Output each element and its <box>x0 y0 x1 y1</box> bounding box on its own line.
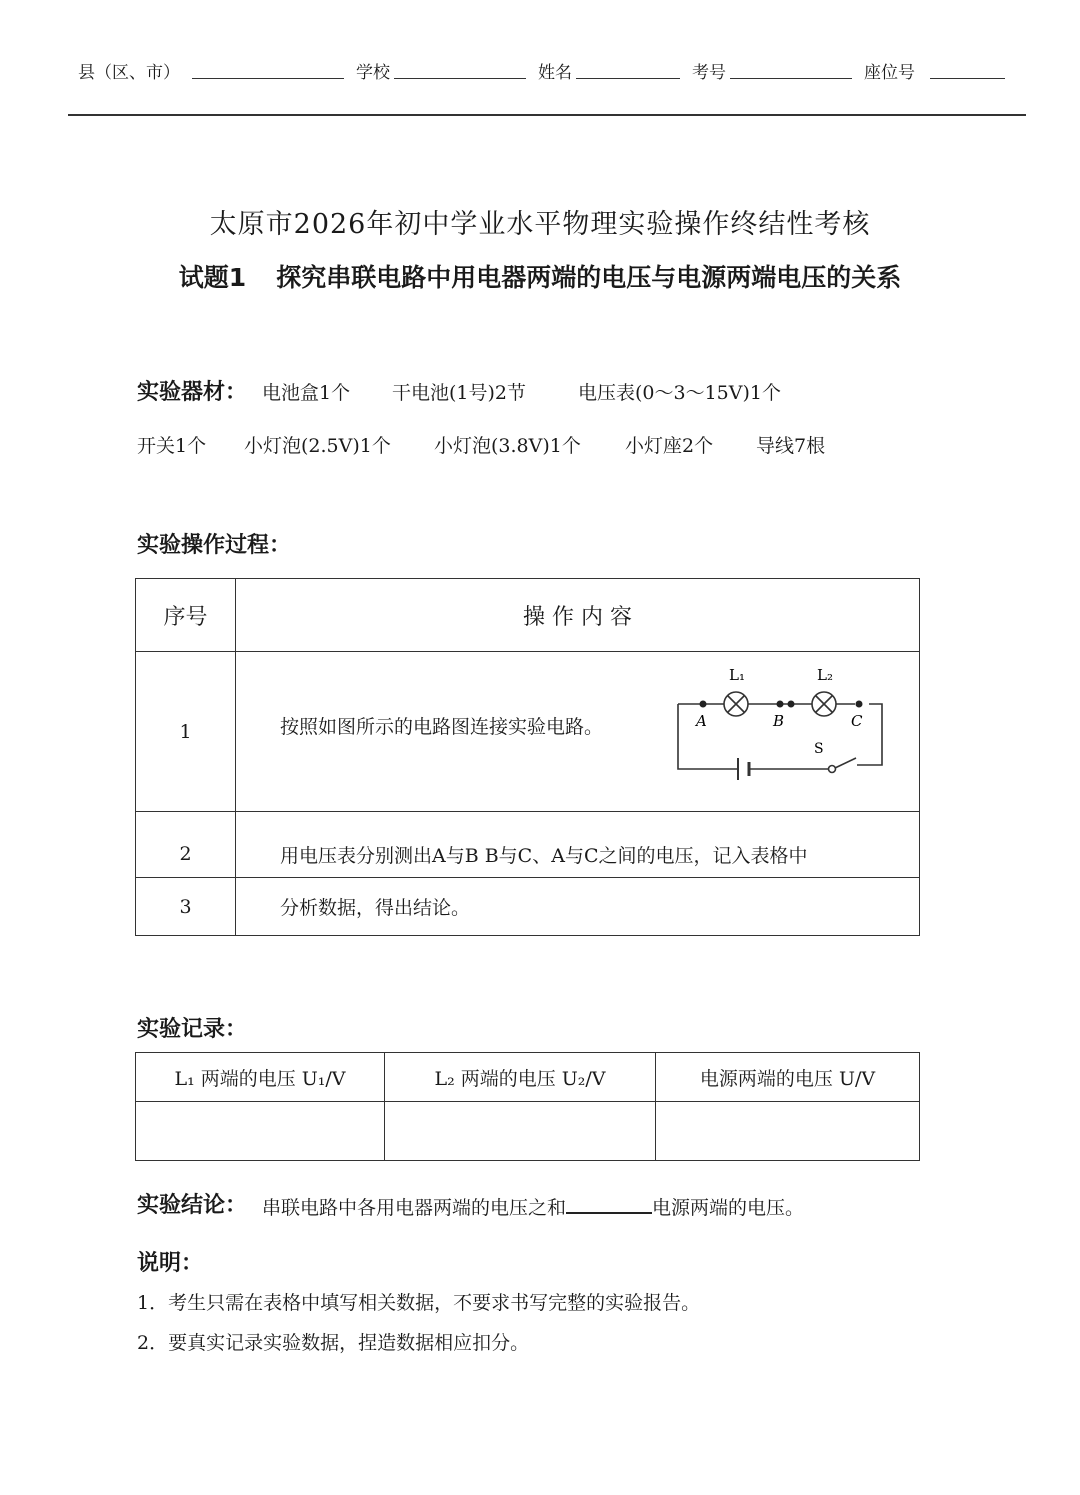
conclusion-label: 实验结论： <box>137 1193 248 1218</box>
field-exam-no-label: 考号 <box>692 63 726 83</box>
point-b-dot <box>777 701 784 708</box>
point-c-dot <box>856 701 863 708</box>
procedure-table <box>135 578 920 936</box>
question-number: 试题1 <box>178 263 247 292</box>
step-number: 2 <box>136 812 236 878</box>
switch-label: S <box>814 741 824 757</box>
page-title: 太原市2026年初中学业水平物理实验操作终结性考核 <box>209 209 871 240</box>
lamp-l2-label: L₂ <box>817 666 833 684</box>
question-title <box>0 258 1080 294</box>
step-text: 用电压表分别测出A与B B与C、A与C之间的电压，记入表格中 <box>236 812 920 878</box>
material-item: 干电池(1号)2节 <box>392 382 527 404</box>
conclusion-blank[interactable] <box>566 1190 652 1214</box>
field-county-label: 县（区、市） <box>78 63 180 83</box>
step-number: 3 <box>136 878 236 936</box>
table-row <box>136 878 920 936</box>
table-row <box>136 652 920 812</box>
point-a-dot <box>700 701 707 708</box>
point-b-label: B <box>773 712 785 730</box>
conclusion-after: 电源两端的电压。 <box>652 1197 805 1219</box>
info-header <box>0 58 1080 88</box>
cell-u2-input[interactable] <box>385 1102 656 1161</box>
col-header-u1: L₁ 两端的电压 U₁/V <box>136 1053 385 1102</box>
materials-label: 实验器材： <box>137 380 248 405</box>
table-row <box>136 812 920 878</box>
cell-u1-input[interactable] <box>136 1102 385 1161</box>
material-item: 小灯泡(3.8V)1个 <box>434 435 581 457</box>
step-number: 1 <box>136 652 236 812</box>
col-header-content: 操 作 内 容 <box>236 579 920 652</box>
material-item: 导线7根 <box>756 435 826 457</box>
point-b2-dot <box>788 701 795 708</box>
material-item: 电池盒1个 <box>262 382 351 404</box>
material-item: 小灯泡(2.5V)1个 <box>244 435 391 457</box>
lamp-l1-label: L₁ <box>729 666 745 684</box>
field-seat-blank[interactable] <box>930 78 1005 79</box>
field-school-blank[interactable] <box>394 78 526 79</box>
point-c-label: C <box>851 712 863 730</box>
lamp-l2-cross <box>816 696 832 712</box>
circuit-diagram <box>670 662 900 797</box>
field-name-label: 姓名 <box>538 63 572 83</box>
procedure-label: 实验操作过程： <box>137 533 292 558</box>
point-a-label: A <box>696 712 707 730</box>
record-table <box>135 1052 920 1161</box>
record-label: 实验记录： <box>137 1017 248 1042</box>
col-header-number: 序号 <box>136 579 236 652</box>
step-text: 按照如图所示的电路图连接实验电路。 <box>280 716 604 738</box>
note-item: 2．要真实记录实验数据，捏造数据相应扣分。 <box>137 1332 530 1354</box>
conclusion-before: 串联电路中各用电器两端的电压之和 <box>262 1197 567 1219</box>
field-name-blank[interactable] <box>576 78 680 79</box>
table-header-row <box>136 579 920 652</box>
field-seat-label: 座位号 <box>864 63 915 83</box>
material-item: 电压表(0～3～15V)1个 <box>578 382 781 404</box>
note-item: 1．考生只需在表格中填写相关数据，不要求书写完整的实验报告。 <box>137 1292 701 1314</box>
field-exam-no-blank[interactable] <box>730 78 852 79</box>
field-county-blank[interactable] <box>192 78 344 79</box>
step-content <box>236 652 920 812</box>
table-row <box>136 1102 920 1161</box>
question-text: 探究串联电路中用电器两端的电压与电源两端电压的关系 <box>276 263 902 292</box>
cell-u-input[interactable] <box>656 1102 920 1161</box>
header-rule <box>68 114 1026 116</box>
col-header-u2: L₂ 两端的电压 U₂/V <box>385 1053 656 1102</box>
material-item: 小灯座2个 <box>625 435 714 457</box>
conclusion-sentence <box>262 1190 804 1220</box>
table-header-row <box>136 1053 920 1102</box>
material-item: 开关1个 <box>137 435 207 457</box>
step-text: 分析数据，得出结论。 <box>236 878 920 936</box>
notes-label: 说明： <box>137 1251 204 1276</box>
col-header-u: 电源两端的电压 U/V <box>656 1053 920 1102</box>
lamp-l1-cross <box>728 696 744 712</box>
switch-blade-icon <box>835 758 856 768</box>
field-school-label: 学校 <box>356 63 390 83</box>
switch-pivot <box>829 766 836 773</box>
